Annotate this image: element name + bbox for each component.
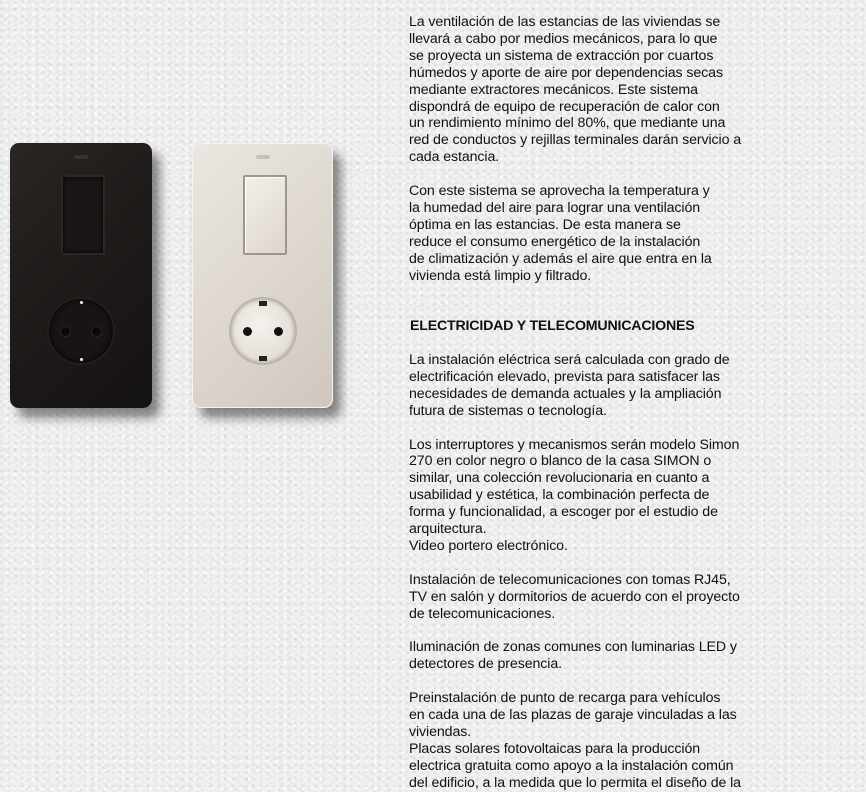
text-line: de telecomunicaciones. xyxy=(409,605,556,622)
text-line: Instalación de telecomunicaciones con tomas RJ45, xyxy=(409,571,731,588)
text-line: red de conductos y rejillas terminales darán servicio a xyxy=(409,132,742,149)
text-line: la humedad del aire para lograr una ventilación xyxy=(409,199,701,216)
paragraph-ventilacion xyxy=(409,14,859,166)
text-line: viviendas. xyxy=(409,723,472,740)
text-line: reduce el consumo energético de la instalación xyxy=(409,233,701,250)
text-line: cada estancia. xyxy=(409,149,500,166)
text-line: húmedos y aporte de aire por dependencias secas xyxy=(409,64,723,81)
text-line: 270 en color negro o blanco de la casa SIMON o xyxy=(409,453,712,470)
text-line: mediante extractores mecánicos. Este sistema xyxy=(409,81,698,98)
text-line: Iluminación de zonas comunes con luminarias LED y xyxy=(409,639,737,656)
schuko-socket xyxy=(231,299,295,363)
text-line: detectores de presencia. xyxy=(409,656,562,673)
earth-clip-bottom xyxy=(259,356,267,361)
socket-pin-left xyxy=(243,327,252,336)
text-line: óptima en las estancias. De esta manera se xyxy=(409,216,681,233)
rocker-switch xyxy=(243,175,287,255)
text-line: TV en salón y dormitorios de acuerdo con el proyecto xyxy=(409,588,740,605)
socket-pin-left xyxy=(61,327,70,336)
paragraph-iluminacion xyxy=(409,639,859,673)
paragraph-aprovecha xyxy=(409,183,859,284)
earth-clip-top xyxy=(259,301,267,306)
document-text xyxy=(409,14,859,792)
text-line: Placas solares fotovoltaicas para la producción xyxy=(409,740,701,757)
text-line: futura de sistemas o tecnología. xyxy=(409,402,607,419)
text-line: se proyecta un sistema de extracción por cuartos xyxy=(409,47,714,64)
socket-pin-right xyxy=(92,327,101,336)
text-line: electrificación elevado, prevista para satisfacer las xyxy=(409,368,720,385)
earth-clip-top xyxy=(80,301,83,304)
text-line: Con este sistema se aprovecha la temperatura y xyxy=(409,183,710,200)
text-line: Los interruptores y mecanismos serán modelo Simon xyxy=(409,436,740,453)
earth-clip-bottom xyxy=(80,358,83,361)
text-line: Video portero electrónico. xyxy=(409,538,568,555)
text-line: un rendimiento mínimo del 80%, que mediante una xyxy=(409,115,726,132)
text-line: electrica gratuita como apoyo a la instalación común xyxy=(409,757,734,774)
paragraph-telecom xyxy=(409,572,859,623)
socket-pin-right xyxy=(274,327,283,336)
schuko-socket xyxy=(49,299,113,363)
text-line: en cada una de las plazas de garaje vinculadas a las xyxy=(409,707,737,724)
rocker-switch xyxy=(61,175,105,255)
text-line: usabilidad y estética, la combinación perfecta de xyxy=(409,487,710,504)
white-switch-plate xyxy=(192,143,333,408)
paragraph-recarga xyxy=(409,690,859,791)
text-line: del edificio, a la medida que lo permita el diseño de la xyxy=(409,774,741,791)
black-switch-plate xyxy=(10,143,152,408)
text-line: necesidades de demanda actuales y la ampliación xyxy=(409,385,722,402)
text-line: arquitectura. xyxy=(409,521,487,538)
text-line: forma y funcionalidad, a escoger por el estudio de xyxy=(409,504,718,521)
text-line: similar, una colección revolucionaria en cuanto a xyxy=(409,470,710,487)
text-line: llevará a cabo por medios mecánicos, para lo que xyxy=(409,30,718,47)
paragraph-interruptores xyxy=(409,437,859,555)
indicator-led xyxy=(256,155,270,159)
indicator-led xyxy=(74,155,88,159)
paragraph-instalacion xyxy=(409,352,859,420)
text-line: Preinstalación de punto de recarga para vehículos xyxy=(409,690,721,707)
text-line: de climatización y además el aire que entra en la xyxy=(409,250,712,267)
text-line: La instalación eléctrica será calculada con grado de xyxy=(409,352,730,369)
text-line: vivienda está limpio y filtrado. xyxy=(409,267,592,284)
text-line: La ventilación de las estancias de las viviendas se xyxy=(409,14,721,30)
section-heading: ELECTRICIDAD Y TELECOMUNICACIONES xyxy=(410,318,695,335)
text-line: dispondrá de equipo de recuperación de calor con xyxy=(409,98,720,115)
